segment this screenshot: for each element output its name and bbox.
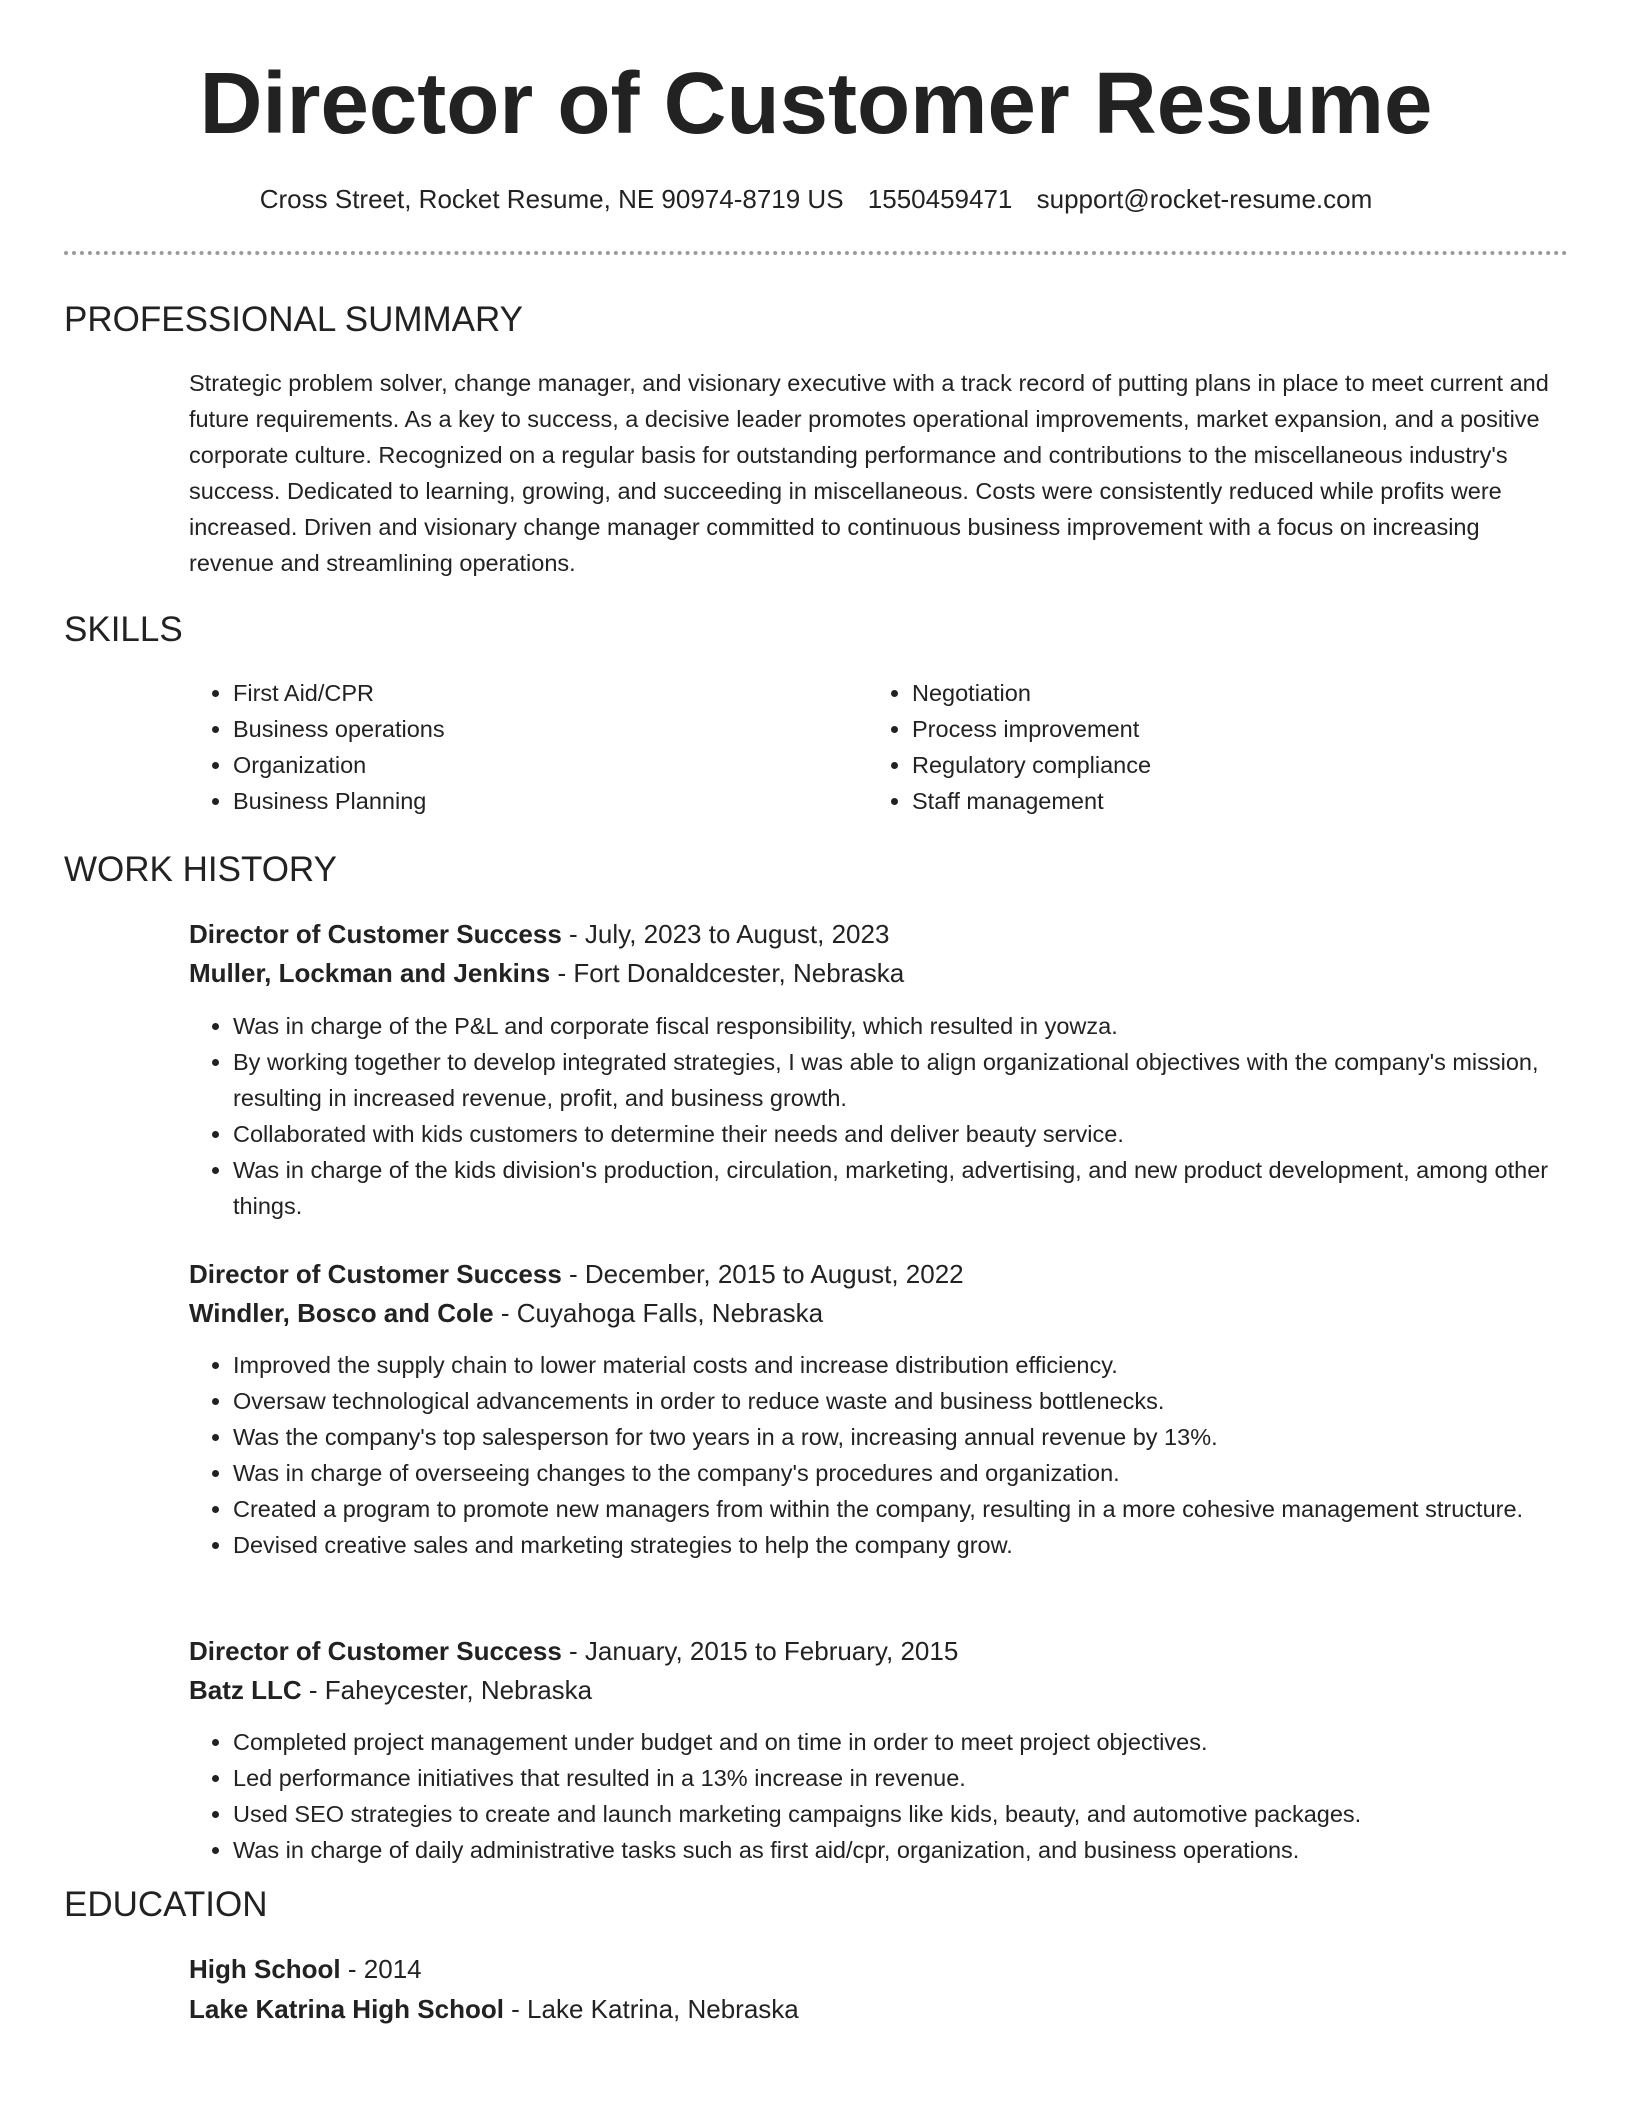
job-bullet: • Was in charge of the kids division's production, circulation, marketing, advertising, and new product development, among other things. [233,1152,1613,1224]
job-title-line [189,1256,964,1292]
education-degree: High School [189,1954,341,1984]
job-dates: - January, 2015 to February, 2015 [561,1636,959,1666]
skills-list-left [189,675,445,819]
job-location: - Faheycester, Nebraska [301,1675,593,1705]
education-heading: EDUCATION [64,1885,268,1924]
skill-item: • Process improvement [912,711,1151,747]
skill-item: • First Aid/CPR [233,675,445,711]
contact-address: Cross Street, Rocket Resume, NE 90974-8719 US [259,184,844,214]
job-company-line [189,955,904,991]
job-bullet: • Was in charge of daily administrative tasks such as first aid/cpr, organization, and business operations. [233,1832,1613,1868]
skill-item: • Business operations [233,711,445,747]
education-year: - 2014 [340,1954,422,1984]
education-school: Lake Katrina High School [189,1994,504,2024]
contact-email: support@rocket-resume.com [1036,184,1373,214]
education-school-line [189,1991,799,2027]
education-degree-line [189,1951,422,1987]
job-bullets [189,1724,1613,1868]
skill-item: • Organization [233,747,445,783]
contact-phone: 1550459471 [867,184,1013,214]
job-bullet: • Devised creative sales and marketing strategies to help the company grow. [233,1527,1613,1563]
job-company-line [189,1295,823,1331]
job-company: Windler, Bosco and Cole [189,1298,494,1328]
job-location: - Cuyahoga Falls, Nebraska [493,1298,824,1328]
job-title: Director of Customer Success [189,1636,562,1666]
job-company-line [189,1672,592,1708]
job-company: Batz LLC [189,1675,302,1705]
job-bullets [189,1008,1613,1224]
job-bullet: • Completed project management under budget and on time in order to meet project objectives. [233,1724,1613,1760]
job-title: Director of Customer Success [189,1259,562,1289]
job-bullets [189,1347,1613,1563]
education-location: - Lake Katrina, Nebraska [503,1994,799,2024]
skill-item: • Staff management [912,783,1151,819]
resume-title: Director of Customer Resume [199,55,1433,152]
skills-heading: SKILLS [64,610,183,649]
job-bullet: • Collaborated with kids customers to determine their needs and deliver beauty service. [233,1116,1613,1152]
header-divider [64,251,1568,255]
job-bullet: • Improved the supply chain to lower material costs and increase distribution efficiency. [233,1347,1613,1383]
summary-heading: PROFESSIONAL SUMMARY [64,300,523,339]
job-bullet: • Oversaw technological advancements in order to reduce waste and business bottlenecks. [233,1383,1613,1419]
skill-item: • Negotiation [912,675,1151,711]
job-bullet: • Was the company's top salesperson for two years in a row, increasing annual revenue by 13%. [233,1419,1613,1455]
job-title: Director of Customer Success [189,919,562,949]
job-location: - Fort Donaldcester, Nebraska [550,958,905,988]
work-heading: WORK HISTORY [64,850,337,889]
job-bullet: • Led performance initiatives that resulted in a 13% increase in revenue. [233,1760,1613,1796]
job-dates: - December, 2015 to August, 2022 [561,1259,964,1289]
job-bullet: • Was in charge of the P&L and corporate fiscal responsibility, which resulted in yowza. [233,1008,1613,1044]
skill-item: • Business Planning [233,783,445,819]
job-bullet: • Created a program to promote new managers from within the company, resulting in a more cohesive management structure. [233,1491,1613,1527]
job-bullet: • Was in charge of overseeing changes to the company's procedures and organization. [233,1455,1613,1491]
summary-text: Strategic problem solver, change manager, and visionary executive with a track record of putting plans in place to meet current and future requirements. As a key to success, a decisive leader promotes operational improvements, market expansion, and a positive corporate culture. Recognized on a regular basis for outstanding performance and contributions to the miscellaneous industry's success. Dedicated to learning, growing, and succeeding in miscellaneous. Costs were consistently reduced while profits were increased. Driven and visionary change manager committed to continuous business improvement with a focus on increasing revenue and streamlining operations. [189,370,1549,576]
job-dates: - July, 2023 to August, 2023 [561,919,890,949]
skill-item: • Regulatory compliance [912,747,1151,783]
job-company: Muller, Lockman and Jenkins [189,958,551,988]
job-title-line [189,1633,958,1669]
skills-list-right [868,675,1151,819]
job-title-line [189,916,889,952]
contact-line [0,182,1632,216]
job-bullet: • By working together to develop integrated strategies, I was able to align organizational objectives with the company's mission, resulting in increased revenue, profit, and business growth. [233,1044,1613,1116]
job-bullet: • Used SEO strategies to create and launch marketing campaigns like kids, beauty, and automotive packages. [233,1796,1613,1832]
